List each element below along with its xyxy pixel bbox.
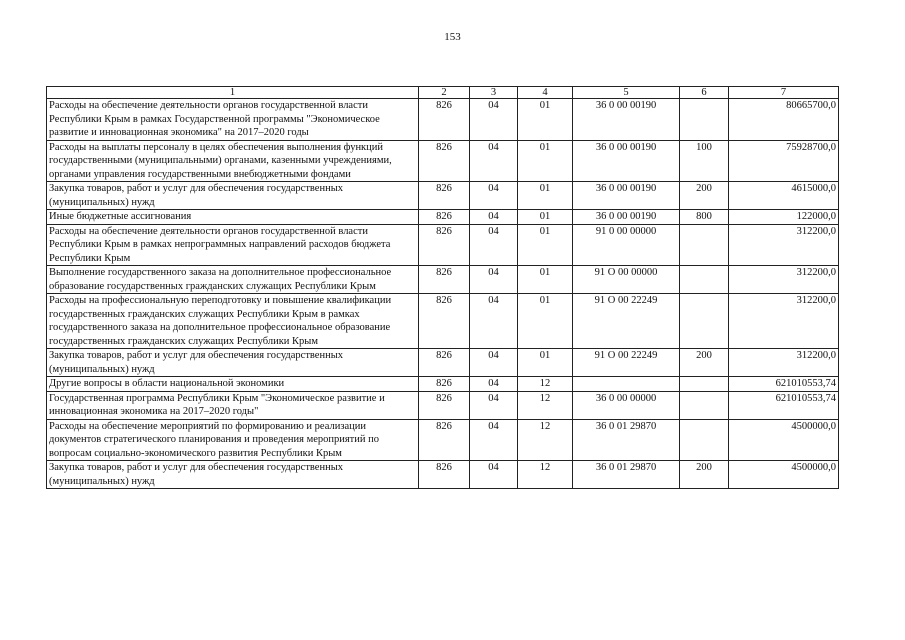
amount-cell: 312200,0 <box>729 224 839 266</box>
expense-type-cell <box>680 294 729 349</box>
target-article-cell: 36 0 00 00190 <box>573 182 680 210</box>
expense-type-cell <box>680 419 729 461</box>
ministry-code-cell: 826 <box>419 377 470 392</box>
ministry-code-cell: 826 <box>419 182 470 210</box>
target-article-cell: 36 0 00 00190 <box>573 140 680 182</box>
column-header-3: 3 <box>470 87 518 99</box>
section-code-cell: 04 <box>470 210 518 225</box>
subsection-code-cell: 01 <box>518 266 573 294</box>
ministry-code-cell: 826 <box>419 266 470 294</box>
target-article-cell: 91 О 00 00000 <box>573 266 680 294</box>
table-row <box>47 266 839 294</box>
table-row <box>47 210 839 225</box>
expense-type-cell: 100 <box>680 140 729 182</box>
section-code-cell: 04 <box>470 140 518 182</box>
table-header-row <box>47 87 839 99</box>
target-article-cell <box>573 377 680 392</box>
section-code-cell: 04 <box>470 461 518 489</box>
expense-type-cell: 800 <box>680 210 729 225</box>
row-name-cell: Выполнение государственного заказа на дополнительное профессиональное образование государственных гражданских служащих Республики Крым <box>47 266 419 294</box>
column-header-1: 1 <box>47 87 419 99</box>
budget-table <box>46 86 839 489</box>
table-row <box>47 419 839 461</box>
target-article-cell: 36 0 00 00000 <box>573 391 680 419</box>
column-header-5: 5 <box>573 87 680 99</box>
row-name-cell: Иные бюджетные ассигнования <box>47 210 419 225</box>
expense-type-cell: 200 <box>680 461 729 489</box>
subsection-code-cell: 01 <box>518 99 573 141</box>
table-row <box>47 140 839 182</box>
target-article-cell: 36 0 01 29870 <box>573 461 680 489</box>
target-article-cell: 36 0 00 00190 <box>573 210 680 225</box>
table-row <box>47 99 839 141</box>
amount-cell: 312200,0 <box>729 349 839 377</box>
column-header-2: 2 <box>419 87 470 99</box>
section-code-cell: 04 <box>470 294 518 349</box>
ministry-code-cell: 826 <box>419 99 470 141</box>
amount-cell: 122000,0 <box>729 210 839 225</box>
row-name-cell: Расходы на профессиональную переподготовку и повышение квалификации государственных гражданских служащих Республики Крым в рамках государственного заказа на дополнительное профессиональное образование государственных гражданских служащих Республики Крым <box>47 294 419 349</box>
section-code-cell: 04 <box>470 182 518 210</box>
section-code-cell: 04 <box>470 99 518 141</box>
ministry-code-cell: 826 <box>419 210 470 225</box>
amount-cell: 312200,0 <box>729 294 839 349</box>
row-name-cell: Расходы на выплаты персоналу в целях обеспечения выполнения функций государственными (муниципальными) органами, казенными учреждениями, органами управления государственными внебюджетными фондами <box>47 140 419 182</box>
amount-cell: 75928700,0 <box>729 140 839 182</box>
target-article-cell: 91 О 00 22249 <box>573 294 680 349</box>
table-row <box>47 224 839 266</box>
ministry-code-cell: 826 <box>419 461 470 489</box>
table-row <box>47 461 839 489</box>
amount-cell: 4500000,0 <box>729 419 839 461</box>
amount-cell: 4500000,0 <box>729 461 839 489</box>
expense-type-cell <box>680 377 729 392</box>
amount-cell: 312200,0 <box>729 266 839 294</box>
target-article-cell: 91 О 00 22249 <box>573 349 680 377</box>
ministry-code-cell: 826 <box>419 391 470 419</box>
section-code-cell: 04 <box>470 391 518 419</box>
table-row <box>47 294 839 349</box>
ministry-code-cell: 826 <box>419 294 470 349</box>
amount-cell: 621010553,74 <box>729 391 839 419</box>
ministry-code-cell: 826 <box>419 419 470 461</box>
row-name-cell: Другие вопросы в области национальной экономики <box>47 377 419 392</box>
row-name-cell: Расходы на обеспечение деятельности органов государственной власти Республики Крым в рамках непрограммных направлений расходов бюджета Республики Крым <box>47 224 419 266</box>
subsection-code-cell: 12 <box>518 419 573 461</box>
row-name-cell: Расходы на обеспечение деятельности органов государственной власти Республики Крым в рамках Государственной программы "Экономическое развитие и инновационная экономика" на 2017–2020 годы <box>47 99 419 141</box>
expense-type-cell: 200 <box>680 182 729 210</box>
expense-type-cell <box>680 224 729 266</box>
section-code-cell: 04 <box>470 377 518 392</box>
table-row <box>47 391 839 419</box>
column-header-4: 4 <box>518 87 573 99</box>
ministry-code-cell: 826 <box>419 349 470 377</box>
section-code-cell: 04 <box>470 349 518 377</box>
row-name-cell: Закупка товаров, работ и услуг для обеспечения государственных (муниципальных) нужд <box>47 349 419 377</box>
column-header-6: 6 <box>680 87 729 99</box>
row-name-cell: Государственная программа Республики Крым "Экономическое развитие и инновационная экономика на 2017–2020 годы" <box>47 391 419 419</box>
table-row <box>47 377 839 392</box>
subsection-code-cell: 01 <box>518 182 573 210</box>
subsection-code-cell: 12 <box>518 461 573 489</box>
expense-type-cell <box>680 99 729 141</box>
expense-type-cell <box>680 391 729 419</box>
subsection-code-cell: 01 <box>518 224 573 266</box>
row-name-cell: Расходы на обеспечение мероприятий по формированию и реализации документов стратегического планирования и проведения мероприятий по вопросам социально-экономического развития Республики Крым <box>47 419 419 461</box>
section-code-cell: 04 <box>470 266 518 294</box>
row-name-cell: Закупка товаров, работ и услуг для обеспечения государственных (муниципальных) нужд <box>47 461 419 489</box>
subsection-code-cell: 12 <box>518 377 573 392</box>
ministry-code-cell: 826 <box>419 140 470 182</box>
column-header-7: 7 <box>729 87 839 99</box>
amount-cell: 4615000,0 <box>729 182 839 210</box>
target-article-cell: 91 0 00 00000 <box>573 224 680 266</box>
target-article-cell: 36 0 01 29870 <box>573 419 680 461</box>
table-row <box>47 349 839 377</box>
section-code-cell: 04 <box>470 419 518 461</box>
subsection-code-cell: 01 <box>518 210 573 225</box>
table-row <box>47 182 839 210</box>
subsection-code-cell: 01 <box>518 294 573 349</box>
target-article-cell: 36 0 00 00190 <box>573 99 680 141</box>
subsection-code-cell: 12 <box>518 391 573 419</box>
ministry-code-cell: 826 <box>419 224 470 266</box>
amount-cell: 621010553,74 <box>729 377 839 392</box>
subsection-code-cell: 01 <box>518 349 573 377</box>
page-number: 153 <box>444 31 461 43</box>
row-name-cell: Закупка товаров, работ и услуг для обеспечения государственных (муниципальных) нужд <box>47 182 419 210</box>
expense-type-cell: 200 <box>680 349 729 377</box>
expense-type-cell <box>680 266 729 294</box>
subsection-code-cell: 01 <box>518 140 573 182</box>
section-code-cell: 04 <box>470 224 518 266</box>
amount-cell: 80665700,0 <box>729 99 839 141</box>
